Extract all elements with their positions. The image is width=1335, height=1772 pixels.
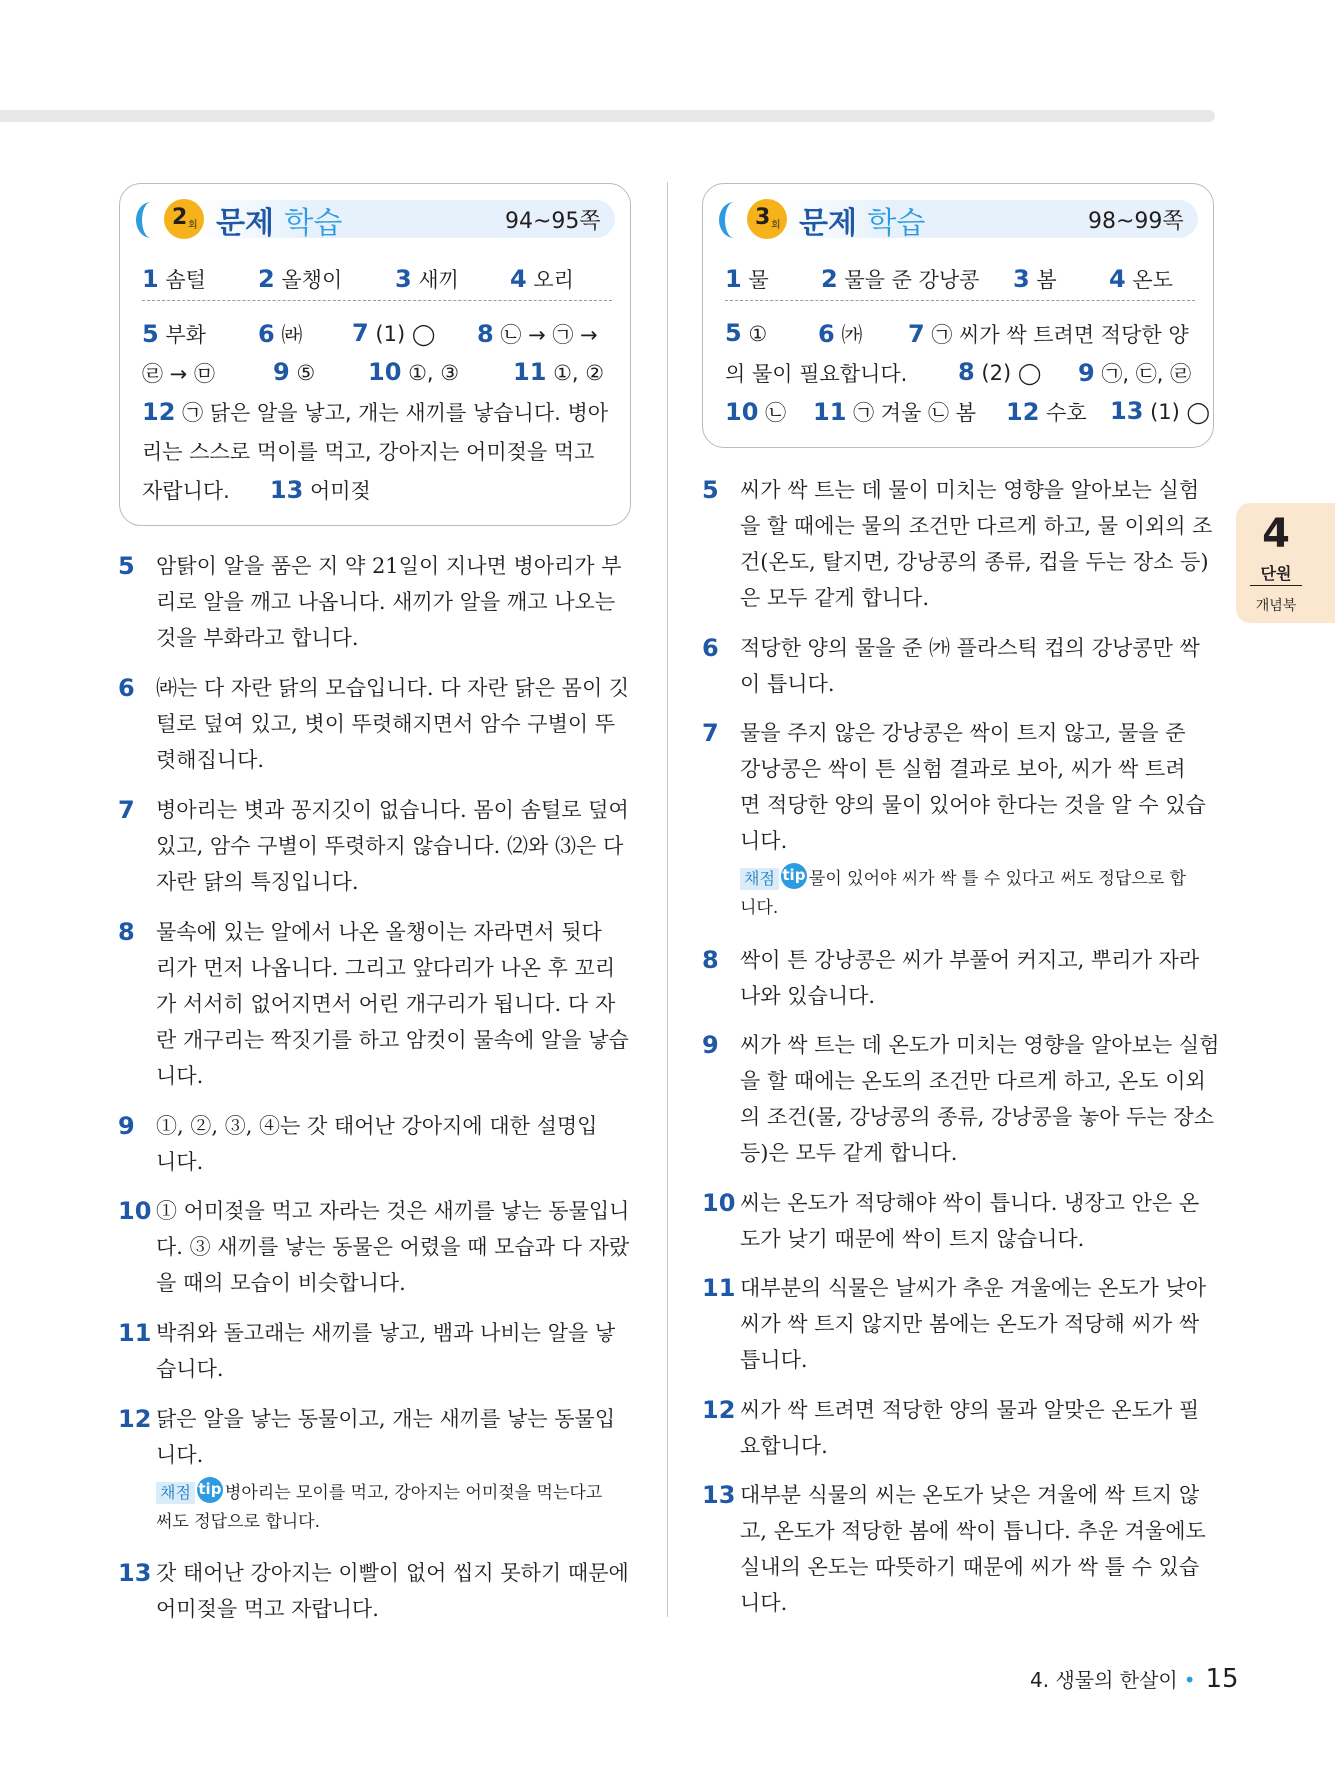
explanation-line: 박쥐와 돌고래는 새끼를 낳고, 뱀과 나비는 알을 낳 bbox=[156, 1321, 616, 1345]
chapter-title: 4. 생물의 한살이 bbox=[1030, 1668, 1178, 1692]
grading-label: 채점 bbox=[156, 1482, 195, 1504]
explanation-line: 틉니다. bbox=[740, 1348, 808, 1372]
explanation-line: 나와 있습니다. bbox=[740, 984, 876, 1008]
answer-11: 11 ㉠ 겨울 ㉡ 봄 bbox=[813, 398, 976, 426]
answer-4: 4 온도 bbox=[1109, 265, 1173, 293]
answer-7-cont: 의 물이 필요합니다. bbox=[725, 362, 908, 386]
answer-9: 9 ㉠, ㉢, ㉣ bbox=[1078, 359, 1192, 387]
explanation-line: 은 모두 같게 합니다. bbox=[740, 586, 929, 610]
explanation-line: 싹이 튼 강낭콩은 씨가 부풀어 커지고, 뿌리가 자라 bbox=[740, 948, 1200, 972]
answer-2: 2 물을 준 강낭콩 bbox=[821, 265, 980, 293]
grading-tip: 채점 tip 병아리는 모이를 먹고, 강아지는 어미젖을 먹는다고 bbox=[156, 1477, 602, 1508]
explanation-line: 을 할 때에는 물의 조건만 다르게 하고, 물 이외의 조 bbox=[740, 514, 1213, 538]
explanation-number: 5 bbox=[702, 476, 719, 504]
explanation-line: 씨가 싹 트려면 적당한 양의 물과 알맞은 온도가 필 bbox=[740, 1398, 1200, 1422]
answer-5: 5 ① bbox=[725, 319, 768, 347]
explanation-number: 9 bbox=[702, 1031, 719, 1059]
tab-divider bbox=[1250, 585, 1302, 586]
explanation-line: 물속에 있는 알에서 나온 올챙이는 자라면서 뒷다 bbox=[156, 920, 602, 944]
explanation-line: 이 틉니다. bbox=[740, 672, 835, 696]
page-range: 98~99쪽 bbox=[1088, 209, 1184, 234]
explanation-line: ①, ②, ③, ④는 갓 태어난 강아지에 대한 설명입 bbox=[156, 1114, 598, 1138]
round-badge bbox=[164, 199, 204, 239]
grading-tip: 채점 tip 물이 있어야 씨가 싹 틀 수 있다고 써도 정답으로 합 bbox=[740, 863, 1186, 894]
explanation-line: 있고, 암수 구별이 뚜렷하지 않습니다. ⑵와 ⑶은 다 bbox=[156, 834, 624, 858]
explanation-line: 건(온도, 탈지면, 강낭콩의 종류, 컵을 두는 장소 등) bbox=[740, 550, 1209, 574]
explanation-line: 가 서서히 없어지면서 어린 개구리가 됩니다. 다 자 bbox=[156, 992, 616, 1016]
explanation-number: 10 bbox=[118, 1197, 152, 1225]
answer-1: 1 물 bbox=[725, 265, 769, 293]
explanation-line: 털로 덮여 있고, 볏이 뚜렷해지면서 암수 구별이 뚜 bbox=[156, 712, 616, 736]
answer-1: 1 솜털 bbox=[142, 265, 206, 293]
answer-6: 6 ㈑ bbox=[258, 320, 303, 348]
explanation-line: 리로 알을 깨고 나옵니다. 새끼가 알을 깨고 나오는 bbox=[156, 590, 616, 614]
explanation-line: 란 개구리는 짝짓기를 하고 암컷이 물속에 알을 낳습 bbox=[156, 1028, 629, 1052]
answer-3: 3 봄 bbox=[1013, 265, 1057, 293]
explanation-line: 씨가 싹 트지 않지만 봄에는 온도가 적당해 씨가 싹 bbox=[740, 1312, 1200, 1336]
explanation-line: 암탉이 알을 품은 지 약 21일이 지나면 병아리가 부 bbox=[156, 554, 622, 578]
answer-8-cont: ㉣ → ㉤ bbox=[142, 362, 215, 386]
explanation-line: 습니다. bbox=[156, 1357, 224, 1381]
answer-2: 2 올챙이 bbox=[258, 265, 343, 293]
explanation-line: 의 조건(물, 강낭콩의 종류, 강낭콩을 놓아 두는 장소 bbox=[740, 1105, 1214, 1129]
answer-9: 9 ⑤ bbox=[273, 358, 316, 386]
round-suffix: 회 bbox=[188, 220, 198, 231]
explanation-number: 13 bbox=[702, 1481, 736, 1509]
answer-box-round-2 bbox=[119, 183, 631, 526]
explanation-line: 요합니다. bbox=[740, 1434, 828, 1458]
crescent-icon bbox=[719, 202, 749, 238]
explanation-number: 12 bbox=[118, 1405, 152, 1433]
unit-side-tab bbox=[1236, 503, 1335, 623]
explanation-line: 니다. bbox=[156, 1443, 204, 1467]
book-label: 개념북 bbox=[1255, 598, 1297, 614]
explanation-line: 니다. bbox=[156, 1064, 204, 1088]
explanation-line: 니다. bbox=[156, 1150, 204, 1174]
explanation-number: 7 bbox=[702, 719, 719, 747]
explanation-number: 8 bbox=[118, 918, 135, 946]
explanation-line: 어미젖을 먹고 자랍니다. bbox=[156, 1597, 379, 1621]
explanation-line: ㈑는 다 자란 닭의 모습입니다. 다 자란 닭은 몸이 깃 bbox=[156, 676, 630, 700]
page-footer bbox=[1030, 1664, 1239, 1694]
answer-box-round-3 bbox=[702, 183, 1214, 448]
tip-bubble-icon: tip bbox=[197, 1477, 223, 1503]
answer-12-line3: 자랍니다. 13 어미젖 bbox=[142, 476, 371, 504]
tip-bubble-icon: tip bbox=[781, 863, 807, 889]
dashed-separator bbox=[142, 300, 612, 301]
round-suffix: 회 bbox=[771, 220, 781, 231]
page-number: 15 bbox=[1205, 1664, 1239, 1694]
explanation-line: 렷해집니다. bbox=[156, 748, 265, 772]
box-title: 문제 학습 bbox=[799, 206, 926, 241]
answer-7: 7 (1) ◯ bbox=[352, 319, 436, 347]
answer-12: 12 수호 bbox=[1006, 398, 1087, 426]
explanation-line: 을 할 때에는 온도의 조건만 다르게 하고, 온도 이외 bbox=[740, 1069, 1206, 1093]
explanation-number: 8 bbox=[702, 946, 719, 974]
unit-label: 단원 bbox=[1260, 564, 1292, 583]
explanation-number: 10 bbox=[702, 1189, 736, 1217]
explanation-line: 니다. bbox=[740, 1591, 788, 1615]
explanation-line: 면 적당한 양의 물이 있어야 한다는 것을 알 수 있습 bbox=[740, 793, 1206, 817]
explanation-line: 씨가 싹 트는 데 온도가 미치는 영향을 알아보는 실험 bbox=[740, 1033, 1220, 1057]
answer-11: 11 ①, ② bbox=[513, 358, 605, 386]
explanation-line: 씨는 온도가 적당해야 싹이 틉니다. 냉장고 안은 온 bbox=[740, 1191, 1200, 1215]
answer-10: 10 ㉡ bbox=[725, 398, 787, 426]
grading-label: 채점 bbox=[740, 868, 779, 890]
explanation-line: 다. ③ 새끼를 낳는 동물은 어렸을 때 모습과 다 자랐 bbox=[156, 1235, 630, 1259]
dashed-separator bbox=[725, 300, 1195, 301]
explanation-number: 12 bbox=[702, 1396, 736, 1424]
top-decoration-bar bbox=[0, 110, 1215, 122]
answer-7: 7 ㉠ 씨가 싹 트려면 적당한 양 bbox=[908, 320, 1189, 348]
explanation-line: ① 어미젖을 먹고 자라는 것은 새끼를 낳는 동물입니 bbox=[156, 1199, 630, 1223]
explanation-line: 병아리는 볏과 꽁지깃이 없습니다. 몸이 솜털로 덮여 bbox=[156, 798, 629, 822]
explanation-line: 리가 먼저 나옵니다. 그리고 앞다리가 나온 후 꼬리 bbox=[156, 956, 616, 980]
box-title: 문제 학습 bbox=[216, 206, 343, 241]
explanation-line: 니다. bbox=[740, 829, 788, 853]
explanation-number: 11 bbox=[118, 1319, 152, 1347]
explanation-line: 적당한 양의 물을 준 ㈎ 플라스틱 컵의 강낭콩만 싹 bbox=[740, 636, 1200, 660]
explanation-line: 대부분 식물의 씨는 온도가 낮은 겨울에 싹 트지 않 bbox=[740, 1483, 1200, 1507]
explanation-line: 자란 닭의 특징입니다. bbox=[156, 870, 359, 894]
answer-8: 8 ㉡ → ㉠ → bbox=[477, 320, 598, 348]
explanation-line: 갓 태어난 강아지는 이빨이 없어 씹지 못하기 때문에 bbox=[156, 1561, 629, 1585]
round-badge bbox=[747, 199, 787, 239]
explanation-line: 도가 낮기 때문에 싹이 트지 않습니다. bbox=[740, 1227, 1085, 1251]
crescent-icon bbox=[136, 202, 166, 238]
explanation-number: 9 bbox=[118, 1112, 135, 1140]
explanation-line: 닭은 알을 낳는 동물이고, 개는 새끼를 낳는 동물입 bbox=[156, 1407, 616, 1431]
explanation-line: 강낭콩은 싹이 튼 실험 결과로 보아, 씨가 싹 트려 bbox=[740, 757, 1186, 781]
explanation-line: 대부분의 식물은 날씨가 추운 겨울에는 온도가 낮아 bbox=[740, 1276, 1207, 1300]
explanation-line: 실내의 온도는 따뜻하기 때문에 씨가 싹 틀 수 있습 bbox=[740, 1555, 1200, 1579]
answer-4: 4 오리 bbox=[510, 265, 574, 293]
explanation-number: 6 bbox=[702, 634, 719, 662]
explanation-number: 13 bbox=[118, 1559, 152, 1587]
explanation-number: 7 bbox=[118, 796, 135, 824]
answer-10: 10 ①, ③ bbox=[368, 358, 460, 386]
explanation-line: 것을 부화라고 합니다. bbox=[156, 626, 359, 650]
footer-dot: • bbox=[1183, 1668, 1196, 1692]
round-number: 2 bbox=[172, 205, 188, 230]
explanation-line: 을 때의 모습이 비슷합니다. bbox=[156, 1271, 406, 1295]
explanation-line: 고, 온도가 적당한 봄에 싹이 틉니다. 추운 겨울에도 bbox=[740, 1519, 1206, 1543]
grading-tip-line2: 써도 정답으로 합니다. bbox=[156, 1512, 321, 1532]
answer-6: 6 ㈎ bbox=[818, 320, 863, 348]
explanation-line: 물을 주지 않은 강낭콩은 싹이 트지 않고, 물을 준 bbox=[740, 721, 1186, 745]
explanation-number: 5 bbox=[118, 552, 135, 580]
answer-12: 12 ㉠ 닭은 알을 낳고, 개는 새끼를 낳습니다. 병아 bbox=[142, 398, 609, 426]
answer-3: 3 새끼 bbox=[395, 265, 459, 293]
explanation-line: 씨가 싹 트는 데 물이 미치는 영향을 알아보는 실험 bbox=[740, 478, 1200, 502]
column-divider bbox=[667, 182, 668, 1617]
answer-13: 13 (1) ◯ bbox=[1110, 397, 1211, 425]
unit-number: 4 bbox=[1262, 511, 1290, 557]
page-range: 94~95쪽 bbox=[505, 209, 601, 234]
explanation-number: 6 bbox=[118, 674, 135, 702]
explanation-number: 11 bbox=[702, 1274, 736, 1302]
answer-12-line2: 리는 스스로 먹이를 먹고, 강아지는 어미젖을 먹고 bbox=[142, 440, 595, 464]
answer-5: 5 부화 bbox=[142, 320, 206, 348]
round-number: 3 bbox=[755, 205, 771, 230]
explanation-line: 등)은 모두 같게 합니다. bbox=[740, 1141, 958, 1165]
grading-tip-line2: 니다. bbox=[740, 898, 779, 918]
answer-8: 8 (2) ◯ bbox=[958, 358, 1042, 386]
